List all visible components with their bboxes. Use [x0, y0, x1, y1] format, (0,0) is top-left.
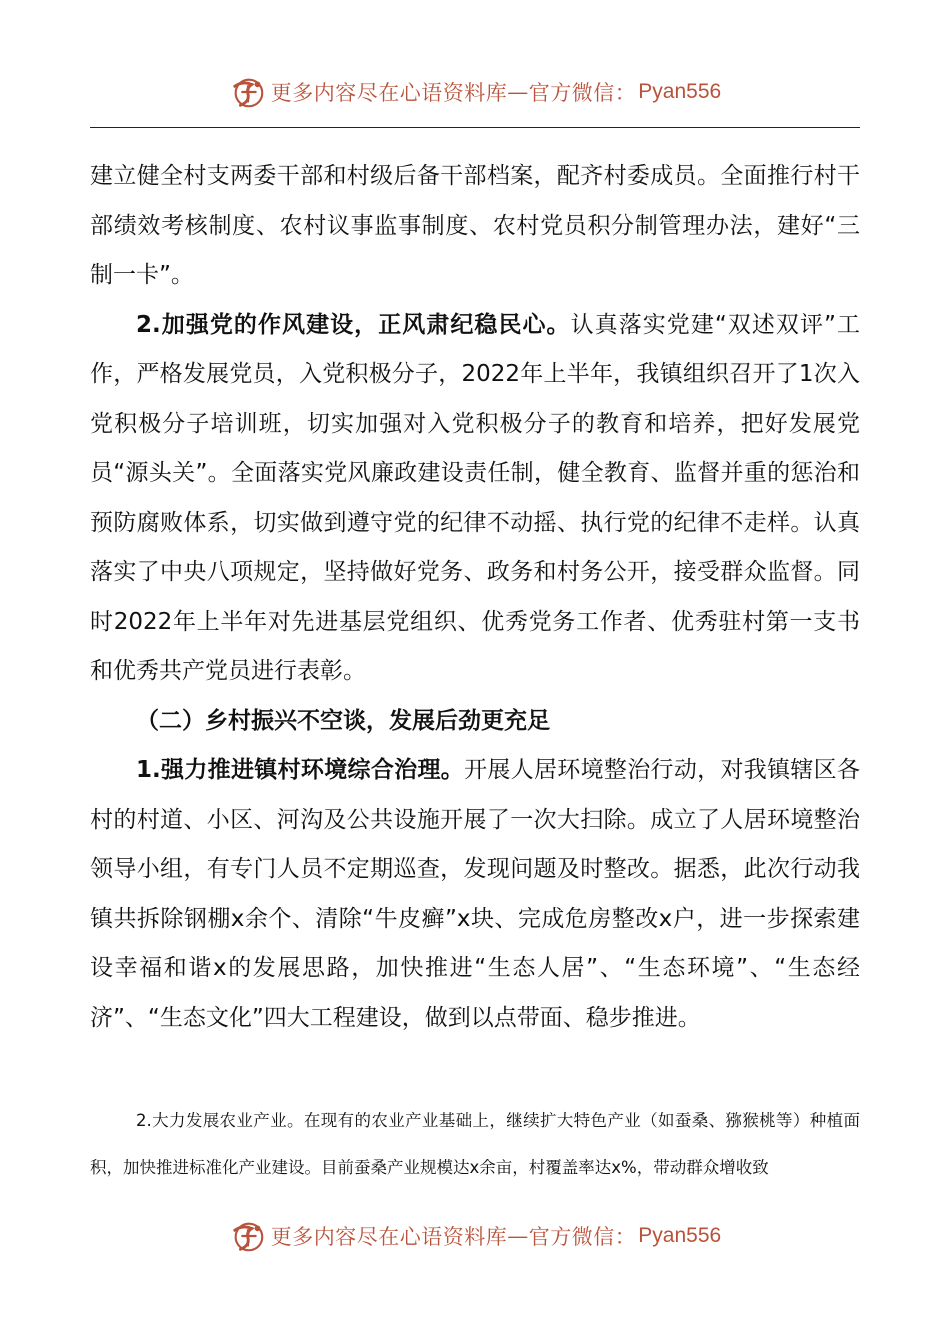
paragraph-3-body: 开展人居环境整治行动，对我镇辖区各村的村道、小区、河沟及公共设施开展了一次大扫除。成立了人居环境整治领导小组，有专门人员不定期巡查，发现问题及时整改。据悉，此次行动我镇共拆除钢棚x余个、清除“牛皮癣”x块、完成危房整改x户，进一步探索建设幸福和谐x的发展思路，加快推进“生态人居”、“生态环境”、“生态经济”、“生态文化”四大工程建设，做到以点带面、稳步推进。 — [90, 757, 860, 1031]
paragraph-4: 2.大力发展农业产业。在现有的农业产业基础上，继续扩大特色产业（如蚕桑、猕猴桃等）种植面积，加快推进标准化产业建设。目前蚕桑产业规模达x余亩，村覆盖率达x%，带动群众增收致 — [90, 1111, 860, 1177]
paragraph-2-body: 认真落实党建“双述双评”工作，严格发展党员，入党积极分子，2022年上半年，我镇组织召开了1次入党积极分子培训班，切实加强对入党积极分子的教育和培养，把好发展党员“源头关”。全面落实党风廉政建设责任制，健全教育、监督并重的惩治和预防腐败体系，切实做到遵守党的纪律不动摇、执行党的纪律不走样。认真落实了中央八项规定，坚持做好党务、政务和村务公开，接受群众监督。同时2022年上半年对先进基层党组织、优秀党务工作者、优秀驻村第一支书和优秀共产党员进行表彰。 — [90, 311, 860, 684]
watermark-wechat-label: 官方微信： — [528, 1225, 637, 1249]
paragraph-2 — [90, 301, 860, 697]
paragraph-1: 建立健全村支两委干部和村级后备干部档案，配齐村委成员。全面推行村干部绩效考核制度、农村议事监事制度、农村党员积分制管理办法，建好“三制一卡”。 — [90, 163, 860, 288]
document-body — [90, 152, 860, 1043]
watermark-brand-text: 更多内容尽在心语资料库 — [270, 1225, 508, 1249]
paragraph-3 — [90, 746, 860, 1043]
watermark-wechat-id: Pyan556 — [638, 1224, 722, 1247]
footer-watermark — [0, 1216, 950, 1256]
header-watermark — [0, 72, 950, 112]
paragraph-2-lead: 2.加强党的作风建设，正风肃纪稳民心。 — [136, 311, 571, 338]
small-paragraph-block — [90, 1097, 860, 1191]
paragraph-3-lead: 1.强力推进镇村环境综合治理。 — [136, 757, 465, 783]
brand-logo-icon — [229, 1217, 267, 1255]
watermark-brand-text: 更多内容尽在心语资料库 — [270, 81, 508, 105]
watermark-wechat-id: Pyan556 — [638, 80, 722, 103]
watermark-wechat-label: 官方微信： — [528, 81, 637, 105]
header-divider — [90, 127, 860, 128]
watermark-separator: — — [507, 1224, 529, 1248]
watermark-separator: — — [507, 80, 529, 104]
brand-logo-icon — [229, 73, 267, 111]
section-heading: （二）乡村振兴不空谈，发展后劲更充足 — [136, 707, 550, 734]
